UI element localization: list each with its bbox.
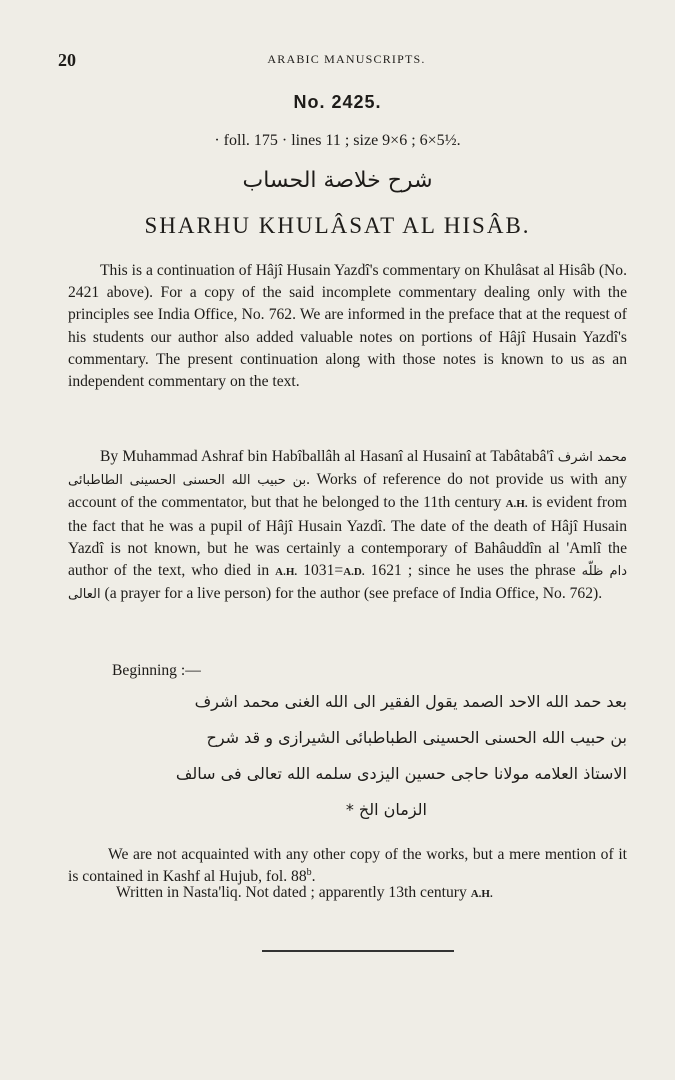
folio-superscript: b [306,867,312,879]
other-copies-end: . [311,868,316,886]
paragraph-author [68,446,627,606]
era-abbrev: A.H. [275,566,298,579]
author-text-5: 1621 ; since he uses the phrase [364,562,582,580]
paragraph-description: This is a continuation of Hâjî Husain Yazdî's commentary on Khulâsat al Hisâb (No. 2421 above). For a copy of the said incomplete commentary dealing only with the principles see India Office, No. 762. We are informed in the preface that at the request of his students our author also added valuable notes on portions of Hâjî Husain Yazdî's commentary. The present continuation along with those notes is known to us as an independent commentary on the text. [68,262,627,391]
era-abbrev: A.H. [470,888,493,900]
arabic-phrase: دام ظلّه العالى [68,564,628,603]
arabic-line: الزمان الخ * [345,800,427,819]
manuscript-specs: · foll. 175 · lines 11 ; size 9×6 ; 6×5½. [214,132,461,149]
other-copies-text: We are not acquainted with any other copy of the works, but a mere mention of it is contained in Kashf al Hujub, fol. 88 [68,846,627,886]
written-note [116,884,493,902]
arabic-line: بن حبيب الله الحسنى الحسينى الطباطبائى الشيرازى و قد شرح [206,728,627,747]
paragraph-other-copies [68,844,627,888]
arabic-title: شرح خلاصة الحساب [242,168,433,193]
work-title: SHARHU KHULÂSAT AL HISÂB. [144,213,531,238]
author-text-6: (a prayer for a live person) for the author (see preface of India Office, No. 762). [100,585,603,603]
manuscript-number: No. 2425. [293,92,382,112]
arabic-line: الاستاذ العلامه مولانا حاجى حسين اليزدى سلمه الله تعالى فى سالف [175,764,627,783]
arabic-beginning [72,684,627,828]
author-arabic-name: محمد اشرف بن حبيب الله الحسنى الحسينى الطاطبائى [68,450,627,489]
end-rule-divider [262,950,454,952]
written-text: Written in Nasta'liq. Not dated ; apparently 13th century [116,884,471,901]
author-text-3: is evident from the fact that he was a pupil of Hâjî Husain Yazdî. The date of the death of Hâjî Husain Yazdî is not known, but he was certainly a contemporary of Bahâuddîn al 'Amlî the author of the text, who died in [68,494,627,580]
author-text-1: By Muhammad Ashraf bin Habîballâh al Hasanî al Husainî at Tabâtabâ'î [100,448,558,465]
author-text-4: 1031= [297,562,344,580]
era-abbrev: A.D. [343,566,365,579]
running-head: ARABIC MANUSCRIPTS. [267,52,426,66]
arabic-line: بعد حمد الله الاحد الصمد يقول الفقير الى الله الغنى محمد اشرف [194,692,627,711]
page-header [58,50,635,74]
author-text-2: . Works of reference do not provide us with any account of the commentator, but that he belonged to the 11th century [68,471,627,512]
era-abbrev: A.H. [505,498,528,511]
beginning-label: Beginning :— [112,662,201,679]
page-number: 20 [58,50,76,70]
